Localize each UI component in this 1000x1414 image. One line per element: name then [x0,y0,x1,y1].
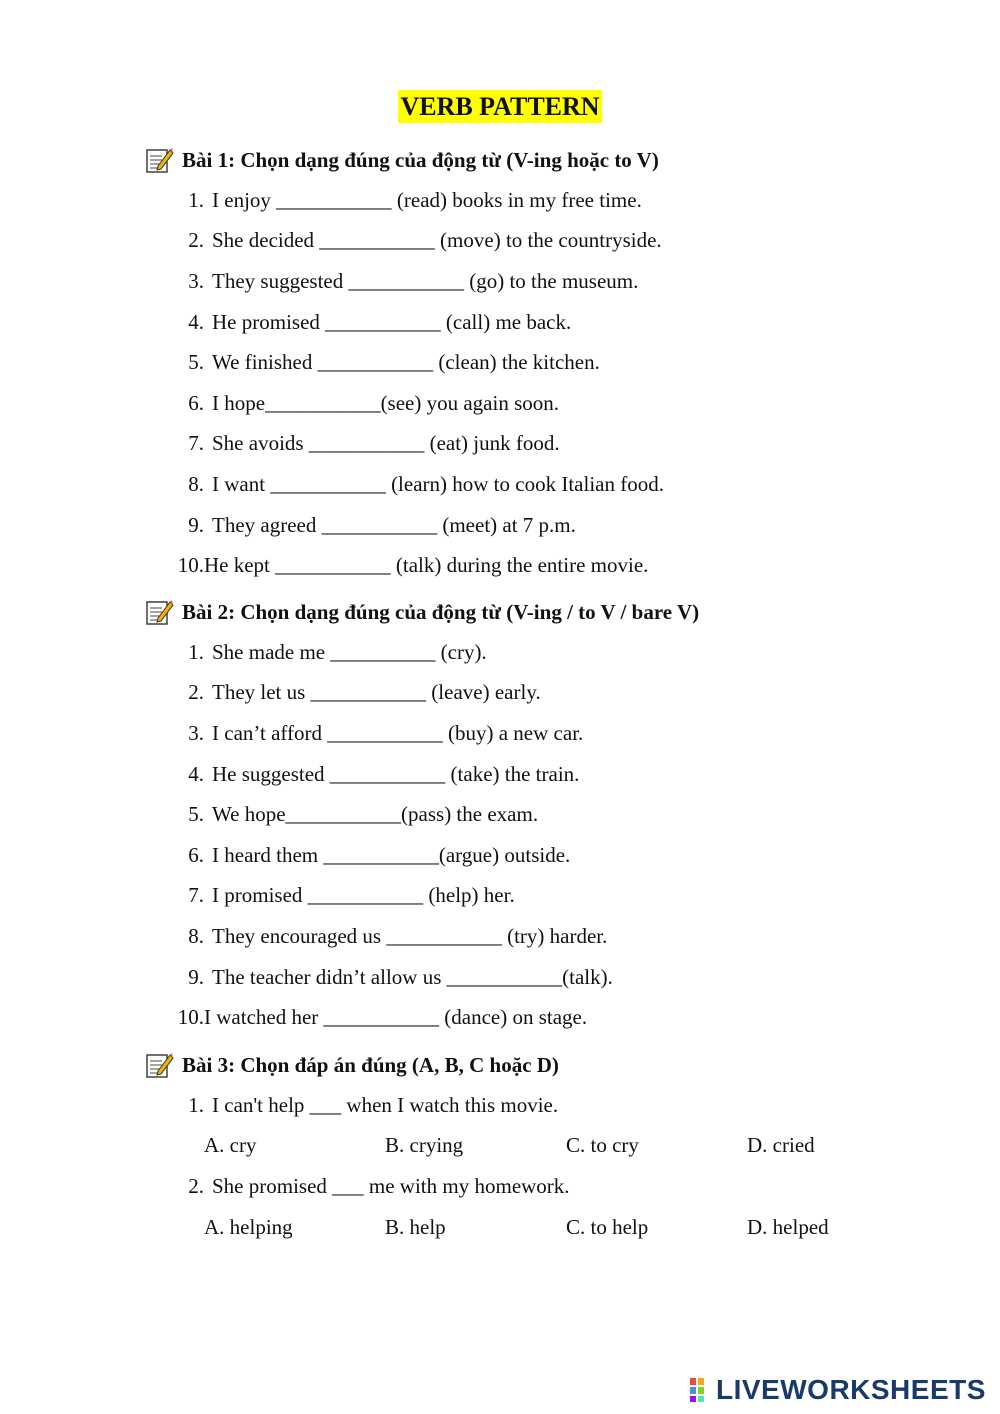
item-text: They let us ___________ (leave) early. [212,680,541,705]
option-a[interactable]: A. cry [204,1133,257,1158]
memo-icon [144,1051,174,1079]
question-number: 2. [188,1173,204,1198]
item-text: He suggested ___________ (take) the train. [212,761,580,786]
option-b[interactable]: B. crying [385,1133,464,1158]
option-d[interactable]: D. helped [747,1214,829,1239]
item-number: 1. [188,187,204,212]
item-number: 5. [188,350,204,375]
question-1 [144,1085,964,1126]
item-number: 2. [188,680,204,705]
list-item [144,383,964,424]
item-number: 3. [188,720,204,745]
item-number: 3. [188,268,204,293]
question-1-options [144,1126,964,1167]
option-a[interactable]: A. helping [204,1214,293,1239]
list-item [144,835,964,876]
list-item [144,424,964,465]
list-item [144,464,964,505]
item-text: The teacher didn’t allow us ___________(talk). [212,964,613,989]
memo-icon [144,598,174,626]
section-1-heading [144,140,964,180]
item-text: I heard them ___________(argue) outside. [212,842,571,867]
item-text: I watched her ___________ (dance) on stage. [204,1005,588,1030]
item-number: 10. [177,553,204,578]
item-number: 7. [188,883,204,908]
question-text: I can't help ___ when I watch this movie. [212,1092,559,1117]
item-text: We finished ___________ (clean) the kitchen. [212,350,600,375]
item-number: 4. [188,309,204,334]
section-2 [144,592,964,1038]
section-3-heading [144,1045,964,1085]
list-item [144,221,964,262]
section-3-heading-text: Bài 3: Chọn đáp án đúng (A, B, C hoặc D) [182,1052,559,1077]
item-text: I enjoy ___________ (read) books in my free time. [212,187,642,212]
item-number: 8. [188,923,204,948]
item-text: He kept ___________ (talk) during the entire movie. [204,553,649,578]
item-text: She decided ___________ (move) to the countryside. [212,228,662,253]
question-text: She promised ___ me with my homework. [212,1173,570,1198]
item-number: 6. [188,390,204,415]
list-item [144,876,964,917]
item-text: She avoids ___________ (eat) junk food. [212,431,560,456]
item-number: 2. [188,228,204,253]
item-text: I hope___________(see) you again soon. [212,390,560,415]
list-item [144,957,964,998]
item-text: He promised ___________ (call) me back. [212,309,572,334]
list-item [144,713,964,754]
question-2 [144,1166,964,1207]
item-text: I want ___________ (learn) how to cook Italian food. [212,471,664,496]
item-number: 7. [188,431,204,456]
item-number: 5. [188,802,204,827]
list-item [144,505,964,546]
option-c[interactable]: C. to cry [566,1133,639,1158]
item-number: 9. [188,964,204,989]
item-text: They suggested ___________ (go) to the museum. [212,268,639,293]
brand-name: LIVEWORKSHEETS [716,1374,986,1405]
item-number: 10. [177,1005,204,1030]
page-title [0,92,1000,122]
question-number: 1. [188,1092,204,1117]
option-b[interactable]: B. help [385,1214,446,1239]
list-item [144,302,964,343]
question-2-options [144,1207,964,1248]
item-number: 1. [188,639,204,664]
item-number: 9. [188,512,204,537]
list-item [144,794,964,835]
list-item [144,997,964,1038]
section-2-heading-text: Bài 2: Chọn dạng đúng của động từ (V-ing / to V / bare V) [182,599,700,624]
item-number: 4. [188,761,204,786]
list-item [144,632,964,673]
item-text: We hope___________(pass) the exam. [212,802,539,827]
memo-icon [144,146,174,174]
section-3 [144,1045,964,1247]
section-1-heading-text: Bài 1: Chọn dạng đúng của động từ (V-ing hoặc to V) [182,147,659,172]
option-d[interactable]: D. cried [747,1133,815,1158]
item-text: I can’t afford ___________ (buy) a new car. [212,720,584,745]
item-text: They agreed ___________ (meet) at 7 p.m. [212,512,576,537]
item-text: She made me __________ (cry). [212,639,487,664]
list-item [144,673,964,714]
section-1 [144,140,964,586]
section-2-heading [144,592,964,632]
title-text: VERB PATTERN [400,92,600,121]
list-item [144,180,964,221]
item-number: 8. [188,471,204,496]
item-number: 6. [188,842,204,867]
list-item [144,916,964,957]
list-item [144,754,964,795]
footer-logo [690,1374,986,1406]
list-item [144,545,964,586]
option-c[interactable]: C. to help [566,1214,649,1239]
item-text: I promised ___________ (help) her. [212,883,515,908]
list-item [144,342,964,383]
liveworksheets-logo-icon [690,1378,712,1402]
item-text: They encouraged us ___________ (try) harder. [212,923,608,948]
list-item [144,261,964,302]
